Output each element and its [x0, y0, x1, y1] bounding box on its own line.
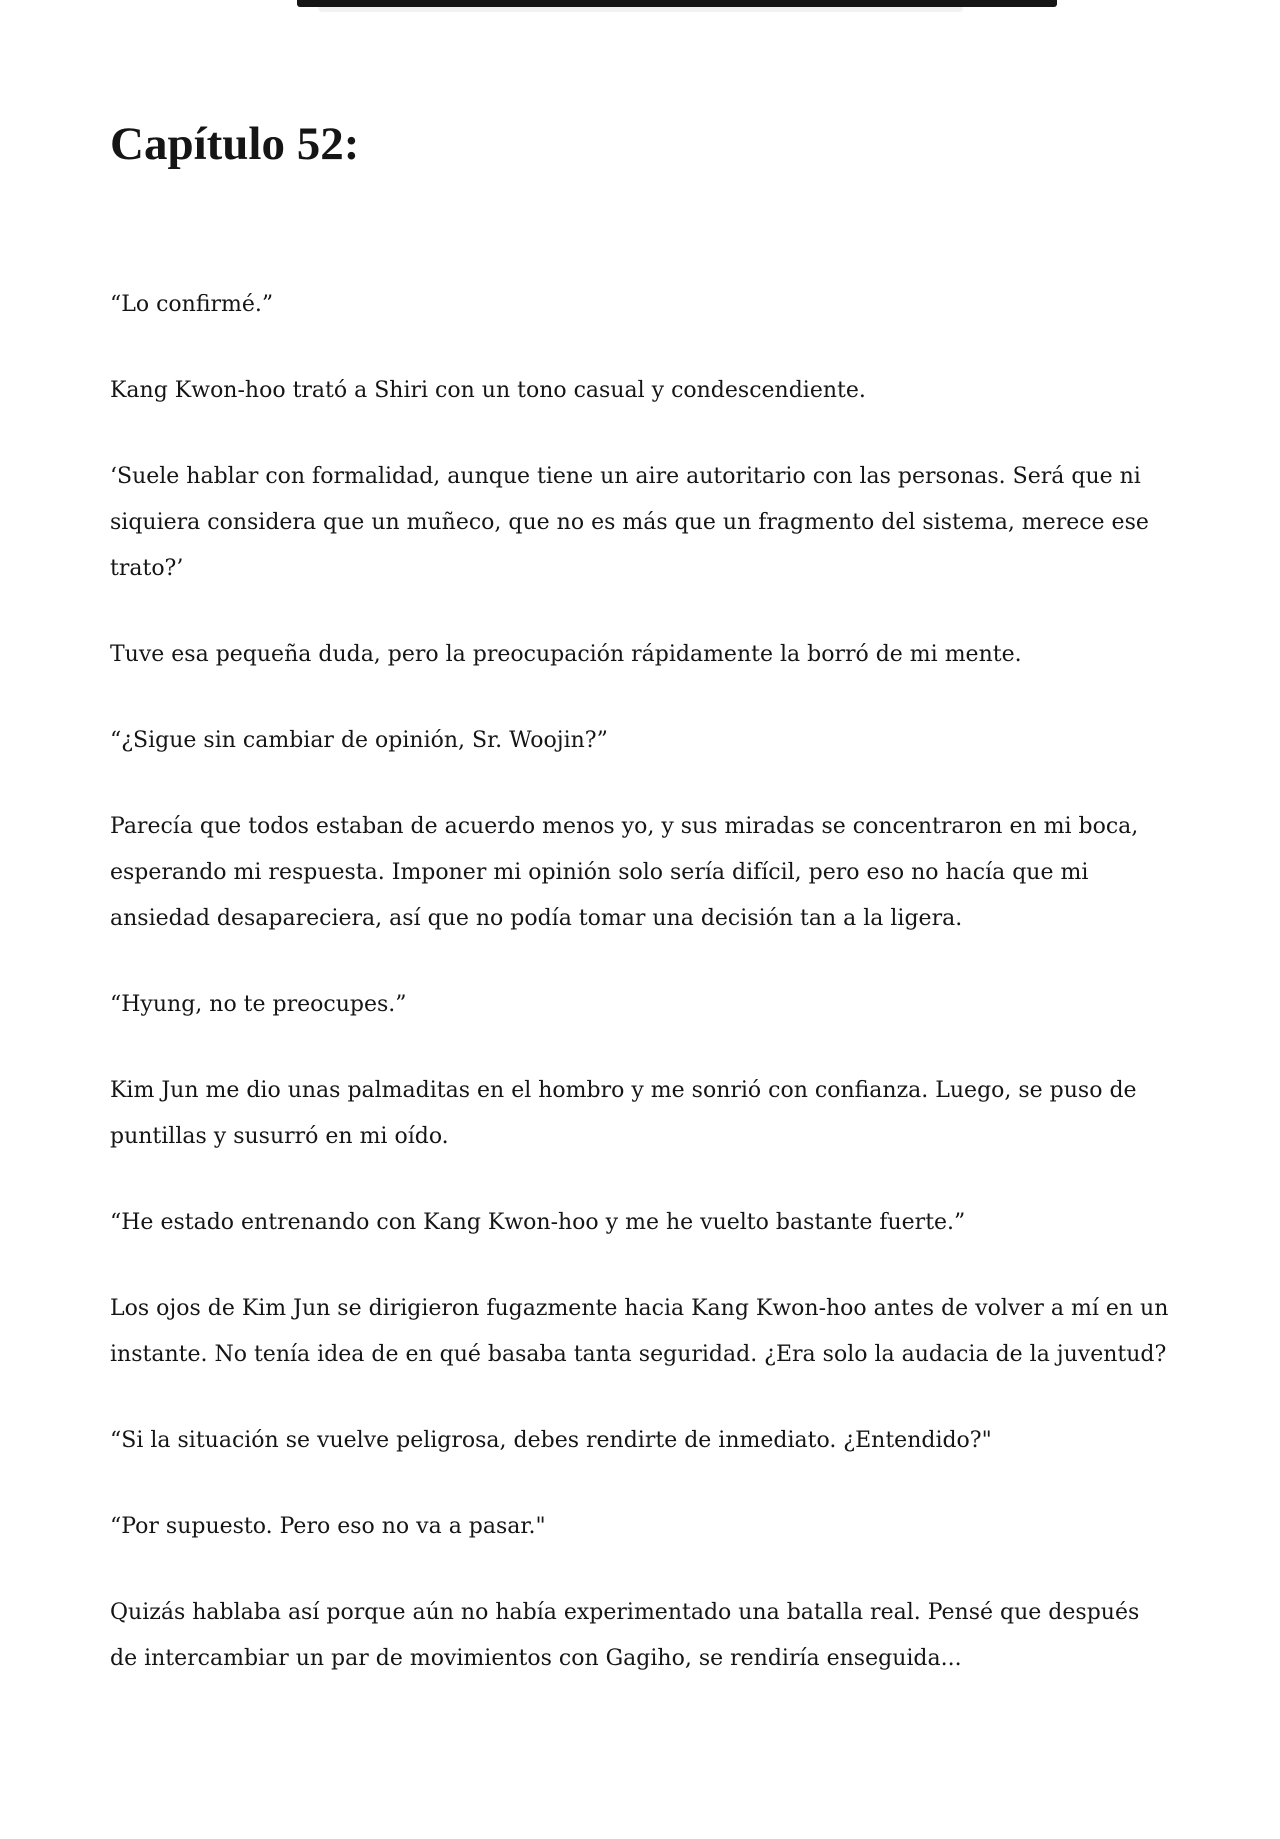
paragraph: Parecía que todos estaban de acuerdo menos yo, y sus miradas se concentraron en mi boca, esperando mi respuesta. Imponer mi opinión solo sería difícil, pero eso no hacía que mi ansiedad desapareciera, así que no podía tomar una decisión tan a la ligera.	[110, 814, 1139, 931]
chapter-paragraphs	[110, 282, 1170, 1682]
top-banner-cutoff	[297, 0, 1057, 7]
paragraph: “Hyung, no te preocupes.”	[110, 992, 407, 1017]
paragraph: “Lo confirmé.”	[110, 292, 274, 317]
paragraph: Quizás hablaba así porque aún no había experimentado una batalla real. Pensé que después de intercambiar un par de movimientos con Gagiho, se rendiría enseguida...	[110, 1600, 1140, 1671]
top-banner-shadow	[318, 7, 963, 12]
paragraph: Kim Jun me dio unas palmaditas en el hombro y me sonrió con confianza. Luego, se puso de puntillas y susurró en mi oído.	[110, 1078, 1137, 1149]
paragraph: “He estado entrenando con Kang Kwon-hoo y me he vuelto bastante fuerte.”	[110, 1210, 966, 1235]
paragraph: Kang Kwon-hoo trató a Shiri con un tono casual y condescendiente.	[110, 378, 866, 403]
paragraph: Tuve esa pequeña duda, pero la preocupación rápidamente la borró de mi mente.	[110, 642, 1022, 667]
paragraph: ‘Suele hablar con formalidad, aunque tiene un aire autoritario con las personas. Será que ni siquiera considera que un muñeco, que no es más que un fragmento del sistema, merece ese trato?’	[110, 464, 1149, 581]
paragraph: “Si la situación se vuelve peligrosa, debes rendirte de inmediato. ¿Entendido?"	[110, 1428, 992, 1453]
chapter-title: Capítulo 52:	[110, 118, 360, 170]
paragraph: Los ojos de Kim Jun se dirigieron fugazmente hacia Kang Kwon-hoo antes de volver a mí en un instante. No tenía idea de en qué basaba tanta seguridad. ¿Era solo la audacia de la juventud?	[110, 1296, 1169, 1367]
paragraph: “Por supuesto. Pero eso no va a pasar."	[110, 1514, 546, 1539]
paragraph: “¿Sigue sin cambiar de opinión, Sr. Woojin?”	[110, 728, 608, 753]
